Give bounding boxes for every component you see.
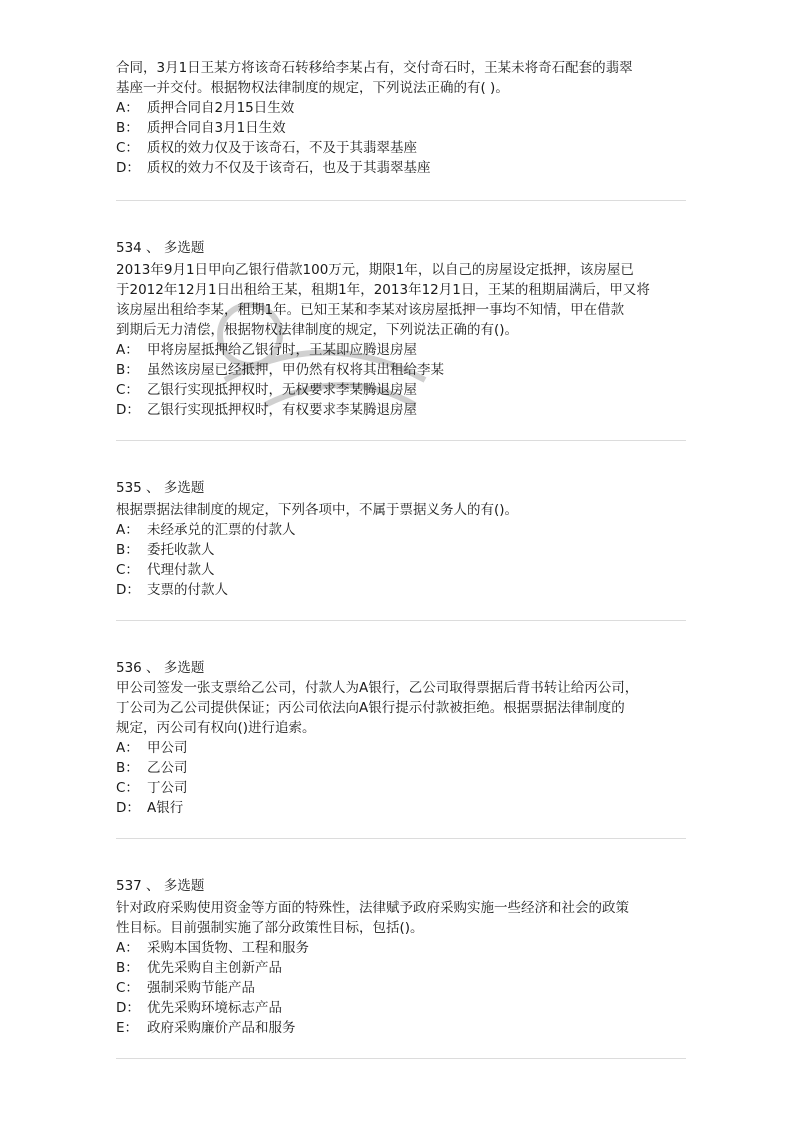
option-e	[116, 1018, 686, 1038]
option-text: 质权的效力不仅及于该奇石，也及于其翡翠基座	[147, 160, 431, 176]
option-text: 质押合同自2月15日生效	[147, 100, 295, 116]
option-letter: A：	[116, 522, 139, 538]
option-letter: C：	[116, 140, 139, 156]
option-letter: D：	[116, 800, 140, 816]
question-line: 性目标。目前强制实施了部分政策性目标，包括()。	[116, 920, 424, 936]
option-text: 质押合同自3月1日生效	[147, 120, 286, 136]
question-line: 2013年9月1日甲向乙银行借款100万元，期限1年，以自己的房屋设定抵押，该房屋已	[116, 262, 634, 278]
question-line: 甲公司签发一张支票给乙公司，付款人为A银行，乙公司取得票据后背书转让给丙公司，	[116, 680, 639, 696]
option-text: 优先采购环境标志产品	[147, 1000, 282, 1016]
question-536	[116, 621, 686, 839]
option-text: 政府采购廉价产品和服务	[147, 1020, 296, 1036]
option-letter: B：	[116, 120, 139, 136]
option-a	[116, 938, 686, 958]
option-text: 乙银行实现抵押权时，有权要求李某腾退房屋	[147, 402, 417, 418]
option-letter: C：	[116, 562, 139, 578]
option-letter: B：	[116, 760, 139, 776]
question-line: 丁公司为乙公司提供保证；丙公司依法向A银行提示付款被拒绝。根据票据法律制度的	[116, 700, 625, 716]
option-d	[116, 158, 686, 178]
intro-line: 合同，3月1日王某方将该奇石转移给李某占有，交付奇石时，王某未将奇石配套的翡翠	[116, 60, 633, 76]
option-text: 乙公司	[147, 760, 188, 776]
option-text: 代理付款人	[147, 562, 215, 578]
intro-block	[116, 58, 686, 201]
question-line: 该房屋出租给李某，租期1年。已知王某和李某对该房屋抵押一事均不知情，甲在借款	[116, 302, 625, 318]
option-letter: D：	[116, 1000, 140, 1016]
option-a	[116, 98, 686, 118]
question-header: 536 、 多选题	[116, 660, 205, 676]
question-header: 534 、 多选题	[116, 240, 205, 256]
divider	[116, 1058, 686, 1059]
option-a	[116, 520, 686, 540]
option-d	[116, 580, 686, 600]
option-letter: D：	[116, 402, 140, 418]
option-text: 委托收款人	[147, 542, 215, 558]
question-line: 于2012年12月1日出租给王某，租期1年，2013年12月1日，王某的租期届满后，甲又将	[116, 282, 650, 298]
option-c	[116, 380, 686, 400]
option-letter: C：	[116, 780, 139, 796]
option-b	[116, 118, 686, 138]
option-text: 虽然该房屋已经抵押，甲仍然有权将其出租给李某	[147, 362, 444, 378]
option-text: 强制采购节能产品	[147, 980, 255, 996]
option-letter: D：	[116, 582, 140, 598]
option-d	[116, 998, 686, 1018]
option-text: 优先采购自主创新产品	[147, 960, 282, 976]
question-line: 针对政府采购使用资金等方面的特殊性，法律赋予政府采购实施一些经济和社会的政策	[116, 900, 629, 916]
option-b	[116, 958, 686, 978]
option-text: 乙银行实现抵押权时，无权要求李某腾退房屋	[147, 382, 417, 398]
option-a	[116, 738, 686, 758]
option-letter: A：	[116, 100, 139, 116]
option-text: 采购本国货物、工程和服务	[147, 940, 309, 956]
option-letter: B：	[116, 542, 139, 558]
option-letter: A：	[116, 740, 139, 756]
option-text: 丁公司	[147, 780, 188, 796]
question-header: 535 、 多选题	[116, 480, 205, 496]
option-letter: C：	[116, 382, 139, 398]
option-text: A银行	[147, 800, 184, 816]
option-text: 支票的付款人	[147, 582, 228, 598]
question-header: 537 、 多选题	[116, 878, 205, 894]
question-line: 根据票据法律制度的规定，下列各项中，不属于票据义务人的有()。	[116, 502, 519, 518]
intro-line: 基座一并交付。根据物权法律制度的规定，下列说法正确的有( )。	[116, 80, 509, 96]
option-letter: B：	[116, 960, 139, 976]
document-page	[116, 58, 686, 1059]
option-letter: D：	[116, 160, 140, 176]
question-line: 到期后无力清偿，根据物权法律制度的规定，下列说法正确的有()。	[116, 322, 519, 338]
option-d	[116, 400, 686, 420]
option-b	[116, 360, 686, 380]
option-letter: B：	[116, 362, 139, 378]
option-text: 甲将房屋抵押给乙银行时，王某即应腾退房屋	[147, 342, 417, 358]
option-text: 甲公司	[147, 740, 188, 756]
question-535	[116, 441, 686, 621]
option-a	[116, 340, 686, 360]
option-letter: A：	[116, 940, 139, 956]
option-b	[116, 758, 686, 778]
option-letter: A：	[116, 342, 139, 358]
option-text: 未经承兑的汇票的付款人	[147, 522, 296, 538]
option-b	[116, 540, 686, 560]
option-c	[116, 778, 686, 798]
option-c	[116, 978, 686, 998]
option-text: 质权的效力仅及于该奇石，不及于其翡翠基座	[147, 140, 417, 156]
question-534	[116, 201, 686, 441]
question-line: 规定，丙公司有权向()进行追索。	[116, 720, 316, 736]
question-537	[116, 839, 686, 1059]
option-c	[116, 138, 686, 158]
option-letter: E：	[116, 1020, 139, 1036]
option-c	[116, 560, 686, 580]
option-d	[116, 798, 686, 818]
option-letter: C：	[116, 980, 139, 996]
